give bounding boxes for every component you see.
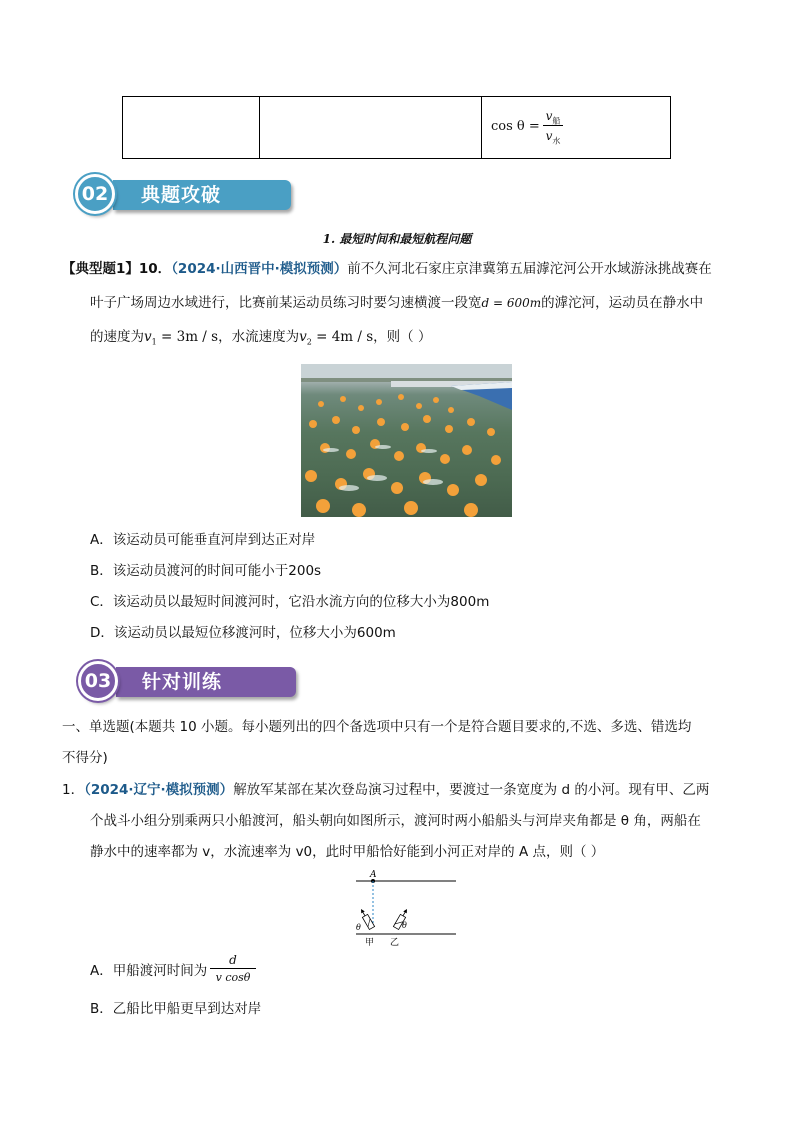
angle-label-yi: θ [402, 921, 407, 930]
angle-label-jia: θ [356, 923, 361, 932]
example-text: ，水流速度为 [218, 329, 300, 345]
question-number: 1． [62, 782, 85, 798]
option-a: A．该运动员可能垂直河岸到达正对岸 [90, 532, 316, 548]
v1-sub: 1 [151, 337, 157, 347]
frac-denominator: v [545, 129, 553, 143]
example-source: （2024·山西晋中·模拟预测） [171, 261, 348, 277]
example-text: ，则（ ） [373, 329, 432, 345]
example-line-3 [90, 327, 431, 353]
example-text: 叶子广场周边水域进行，比赛前某运动员练习时要匀速横渡一段宽 [90, 295, 482, 311]
v2-value: = 4m / s [311, 329, 374, 345]
example-text: 的速度为 [90, 329, 144, 345]
v1-value: = 3m / s [156, 329, 219, 345]
section-03-header [78, 661, 298, 701]
section-subtitle: 1. 最短时间和最短航程问题 [322, 232, 472, 246]
question-1-line-3: 静水中的速率都为 v，水流速率为 v0，此时甲船恰好能到小河正对岸的 A 点，则（ ） [90, 844, 605, 860]
example-line-2 [90, 293, 703, 313]
question-1-line-1 [62, 780, 709, 800]
question-1-line-2: 个战斗小组分别乘两只小船渡河，船头朝向如图所示，渡河时两小船船头与河岸夹角都是 θ 角，两船在 [90, 813, 701, 829]
time-fraction [210, 952, 256, 985]
v2-sub: 2 [306, 337, 312, 347]
river-diagram [352, 868, 458, 950]
v1-symbol: v [144, 329, 152, 345]
q1-option-b: B．乙船比甲船更早到达对岸 [90, 1001, 262, 1017]
example-text: 前不久河北石家庄京津冀第五届滹沱河公开水域游泳挑战赛在 [347, 261, 712, 277]
time-fraction-denominator: v cosθ [215, 971, 251, 984]
table-divider [481, 97, 482, 158]
point-a-label: A [370, 870, 377, 880]
boat-jia-label: 甲 [365, 938, 375, 948]
q1-option-a [90, 961, 207, 981]
q1-option-a-text: A．甲船渡河时间为 [90, 963, 208, 979]
instruction-line-1: 一、单选题(本题共 10 小题。每小题列出的四个备选项中只有一个是符合题目要求的,不选、多选、错选均 [62, 719, 692, 735]
boat-yi-label: 乙 [390, 938, 400, 948]
question-text: 解放军某部在某次登岛演习过程中，要渡过一条宽度为 d 的小河。现有甲、乙两 [233, 782, 710, 798]
instruction-line-2: 不得分) [62, 750, 108, 766]
example-text: 的滹沱河，运动员在静水中 [541, 295, 704, 311]
section-02-header [75, 174, 295, 214]
option-c: C．该运动员以最短时间渡河时，它沿水流方向的位移大小为800m [90, 594, 490, 610]
example-line-1 [62, 259, 712, 279]
frac-denominator-sub: 水 [552, 136, 561, 146]
river-width: d = 600m [481, 296, 542, 310]
frac-numerator-sub: 船 [552, 116, 561, 126]
formula-fraction [543, 107, 563, 144]
question-source: （2024·辽宁·模拟预测） [84, 782, 234, 798]
formula-lhs: cos θ = [491, 119, 540, 134]
section-02-title: 典题攻破 [141, 184, 222, 206]
frac-numerator: v [545, 109, 553, 123]
example-tag: 【典型题1】10． [62, 261, 172, 277]
swimmers-photo [301, 364, 512, 517]
section-03-number: 03 [78, 661, 118, 701]
option-b: B．该运动员渡河的时间可能小于200s [90, 563, 322, 579]
section-02-number: 02 [75, 174, 115, 214]
section-03-title: 针对训练 [142, 671, 223, 693]
time-fraction-numerator: d [229, 953, 237, 967]
option-d: D．该运动员以最短位移渡河时，位移大小为600m [90, 625, 396, 641]
summary-table [122, 96, 671, 159]
v2-symbol: v [299, 329, 307, 345]
table-divider [259, 97, 260, 158]
